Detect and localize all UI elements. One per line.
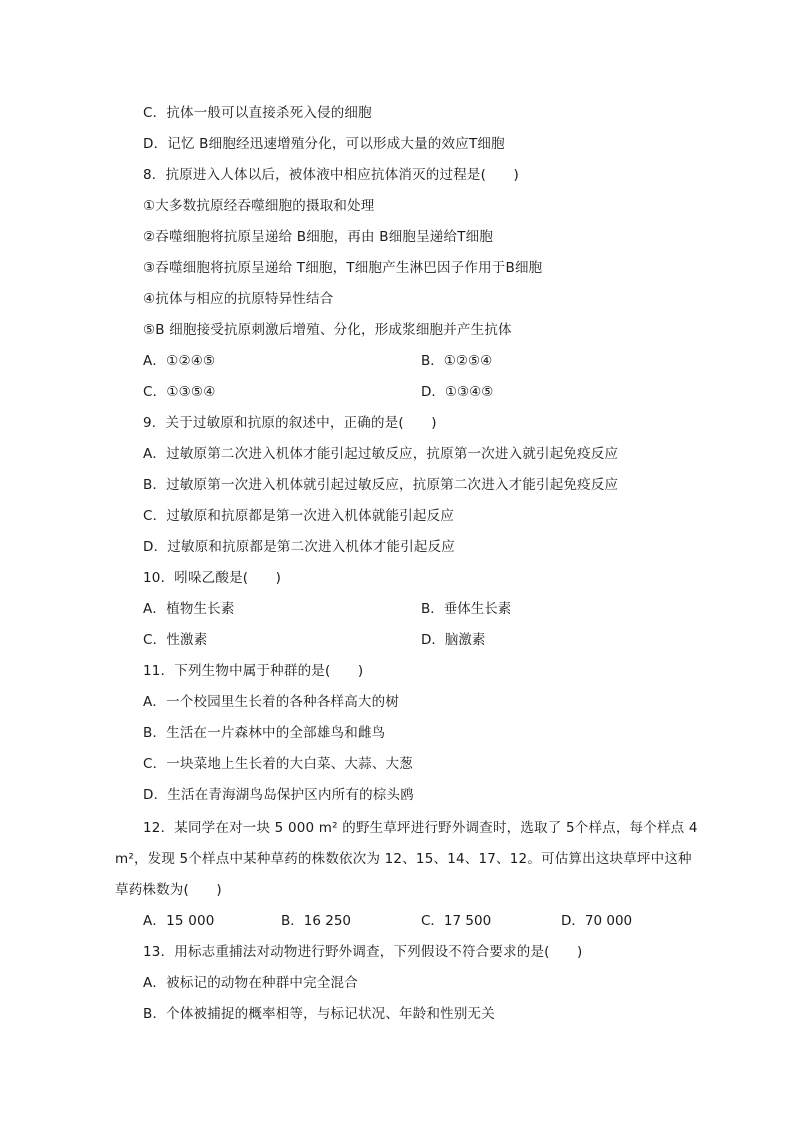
q10-stem: 10．吲哚乙酸是( ) [143, 570, 282, 586]
q10-option-a: A．植物生长素 [143, 601, 235, 617]
q12-option-b: B．16 250 [281, 913, 351, 929]
q10-option-d: D．脑激素 [421, 632, 486, 648]
q11-stem: 11．下列生物中属于种群的是( ) [143, 663, 364, 679]
q8-step-4: ④抗体与相应的抗原特异性结合 [143, 291, 334, 307]
q13-stem: 13．用标志重捕法对动物进行野外调查，下列假设不符合要求的是( ) [143, 944, 583, 960]
q13-option-b: B．个体被捕捉的概率相等，与标记状况、年龄和性别无关 [143, 1006, 495, 1022]
q8-option-a: A．①②④⑤ [143, 353, 216, 369]
q13-option-a: A．被标记的动物在种群中完全混合 [143, 975, 358, 991]
q7-option-d: D．记忆 B细胞经迅速增殖分化，可以形成大量的效应T细胞 [143, 136, 505, 152]
q9-option-c: C．过敏原和抗原都是第一次进入机体就能引起反应 [143, 508, 455, 524]
q12-stem-line-1: 12．某同学在对一块 5 000 m² 的野生草坪进行野外调查时，选取了 5个样点，每个样点 4 [143, 820, 698, 836]
q10-option-c: C．性激素 [143, 632, 208, 648]
q11-option-d: D．生活在青海湖鸟岛保护区内所有的棕头鸥 [143, 787, 414, 803]
q8-option-d: D．①③④⑤ [421, 384, 494, 400]
q8-step-2: ②吞噬细胞将抗原呈递给 B细胞，再由 B细胞呈递给T细胞 [143, 229, 494, 245]
q8-step-3: ③吞噬细胞将抗原呈递给 T细胞，T细胞产生淋巴因子作用于B细胞 [143, 260, 543, 276]
q12-stem-line-3: 草药株数为( ) [115, 882, 222, 898]
q8-step-5: ⑤B 细胞接受抗原刺激后增殖、分化，形成浆细胞并产生抗体 [143, 322, 512, 338]
q12-option-d: D．70 000 [561, 913, 633, 929]
q11-option-c: C．一块菜地上生长着的大白菜、大蒜、大葱 [143, 756, 413, 772]
q9-option-b: B．过敏原第一次进入机体就引起过敏反应，抗原第二次进入才能引起免疫反应 [143, 477, 619, 493]
q8-step-1: ①大多数抗原经吞噬细胞的摄取和处理 [143, 198, 375, 214]
q12-stem-line-2: m²，发现 5个样点中某种草药的株数依次为 12、15、14、17、12。可估算出这块草坪中这种 [115, 851, 692, 867]
q7-option-c: C．抗体一般可以直接杀死入侵的细胞 [143, 105, 372, 121]
q8-option-b: B．①②⑤④ [421, 353, 493, 369]
q11-option-b: B．生活在一片森林中的全部雄鸟和雌鸟 [143, 725, 386, 741]
q8-stem: 8．抗原进入人体以后，被体液中相应抗体消灭的过程是( ) [143, 167, 519, 183]
q10-option-b: B．垂体生长素 [421, 601, 512, 617]
q9-stem: 9．关于过敏原和抗原的叙述中，正确的是( ) [143, 415, 437, 431]
q12-option-c: C．17 500 [421, 913, 492, 929]
q8-option-c: C．①③⑤④ [143, 384, 216, 400]
q12-option-a: A．15 000 [143, 913, 215, 929]
q9-option-a: A．过敏原第二次进入机体才能引起过敏反应，抗原第一次进入就引起免疫反应 [143, 446, 619, 462]
q11-option-a: A．一个校园里生长着的各种各样高大的树 [143, 694, 400, 710]
q9-option-d: D．过敏原和抗原都是第二次进入机体才能引起反应 [143, 539, 455, 555]
